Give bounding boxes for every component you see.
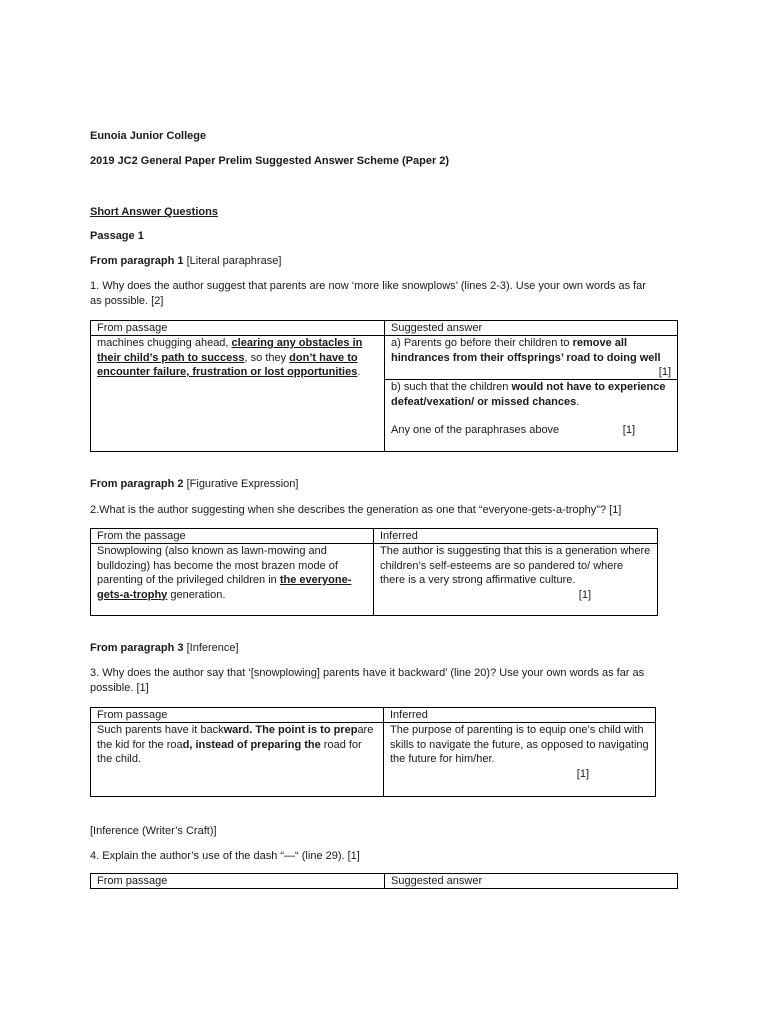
q2-passage-text-2: generation. (167, 588, 226, 601)
q1-passage-text: machines chugging ahead, (97, 337, 232, 349)
q2-paragraph-heading (90, 477, 298, 491)
q1-question-line2: as possible. [2] (90, 295, 164, 307)
q2-paragraph-label: From paragraph 2 (90, 478, 184, 490)
q2-passage-cell (91, 544, 374, 616)
q1-question-type: [Literal paraphrase] (186, 255, 282, 267)
q1-any-one-mark: [1] (622, 424, 635, 436)
q3-mark: [1] (576, 767, 589, 780)
q2-answer-table (90, 528, 658, 616)
q1-passage-key-phrase: clearing any obstacles in their child’s path to success (97, 337, 363, 364)
q1-answer-a-text: a) Parents go before their children to (391, 337, 573, 349)
q3-passage-bold-1: ward (223, 724, 250, 736)
q1-passage-text-2: , so they (244, 351, 290, 364)
q1-answer-b (385, 380, 677, 438)
q1-answer-b-text-2: . (576, 395, 580, 408)
q2-passage-text: Snowplowing (also known as lawn-mowing and bulldozing) has become the most brazen mode of parenting of the privileged children in (97, 545, 338, 586)
q1-passage-text-3: . (357, 366, 361, 378)
q1-question-line1: 1. Why does the author suggest that parents are now ‘more like snowplows’ (lines 2-3). Use your own words as far (90, 280, 646, 292)
q1-answer-a-key: remove all hindrances from their offsprings’ road to doing well (391, 337, 661, 364)
q3-question-line2: possible. [1] (90, 682, 149, 694)
q2-question: 2.What is the author suggesting when she describes the generation as one that “everyone-gets-a-trophy”? [1] (90, 504, 622, 516)
q1-col-passage-header: From passage (91, 321, 385, 336)
q3-passage-bold-2: . The point is to prep (249, 724, 358, 736)
q4-col-answer-header: Suggested answer (385, 874, 678, 889)
q2-passage-key-phrase: the everyone-gets-a-trophy (97, 574, 352, 601)
q3-col-passage-header: From passage (91, 708, 384, 723)
q1-answer-a (385, 336, 677, 380)
q4-answer-table (90, 873, 678, 889)
q4-col-passage-header: From passage (91, 874, 385, 889)
q2-inferred-text: The author is suggesting that this is a generation where children’s self-esteems are so pandered to/ where there is a very strong affirmative culture. (380, 545, 651, 586)
q3-passage-cell (91, 723, 384, 797)
q1-passage-cell (91, 336, 385, 452)
q3-inferred-text: The purpose of parenting is to equip one’s child with skills to navigate the future, as opposed to navigating the future for him/her. (390, 724, 649, 765)
q4-question: 4. Explain the author’s use of the dash “—“ (line 29). [1] (90, 850, 360, 862)
q1-any-one-text: Any one of the paraphrases above (391, 424, 560, 436)
q1-answer-a-mark: [1] (658, 366, 671, 378)
q3-passage-text-3: road for the child. (97, 738, 362, 765)
q3-paragraph-heading (90, 641, 239, 655)
q3-passage-text: Such parents have it back (97, 724, 224, 736)
q2-col-passage-header: From the passage (91, 529, 374, 544)
q1-paragraph-label: From paragraph 1 (90, 255, 184, 267)
q3-col-inferred-header: Inferred (384, 708, 656, 723)
q3-passage-bold-3: d, instead of preparing the (182, 738, 321, 751)
q2-question-type: [Figurative Expression] (186, 478, 299, 490)
passage-label: Passage 1 (90, 230, 144, 242)
q1-passage-key-phrase-2: don’t have to encounter failure, frustration or lost opportunities (97, 351, 358, 378)
q2-col-inferred-header: Inferred (374, 529, 658, 544)
q3-question-line1: 3. Why does the author say that ‘[snowplowing] parents have it backward’ (line 20)? Use your own words as far as (90, 667, 645, 679)
q3-question-type: [Inference] (186, 642, 239, 654)
q1-answer-b-key: would not have to experience defeat/vexation/ or missed chances (391, 381, 666, 408)
q3-passage-text-2: are the kid for the roa (97, 724, 374, 751)
q1-paragraph-heading (90, 254, 281, 268)
q1-col-answer-header: Suggested answer (385, 321, 678, 336)
q1-answer-table (90, 320, 678, 452)
q1-answer-b-text: b) such that the children (391, 381, 512, 393)
q3-inferred-cell (384, 723, 656, 797)
q1-answer-cell (385, 336, 678, 452)
q2-inferred-cell (374, 544, 658, 616)
college-name: Eunoia Junior College (90, 130, 207, 142)
q3-paragraph-label: From paragraph 3 (90, 642, 184, 654)
q1-any-one-row (391, 423, 671, 438)
document-title: 2019 JC2 General Paper Prelim Suggested Answer Scheme (Paper 2) (90, 155, 450, 167)
q2-mark: [1] (578, 588, 591, 601)
q4-question-type: [Inference (Writer’s Craft)] (90, 825, 217, 837)
section-title: Short Answer Questions (90, 206, 218, 218)
q3-answer-table (90, 707, 656, 797)
